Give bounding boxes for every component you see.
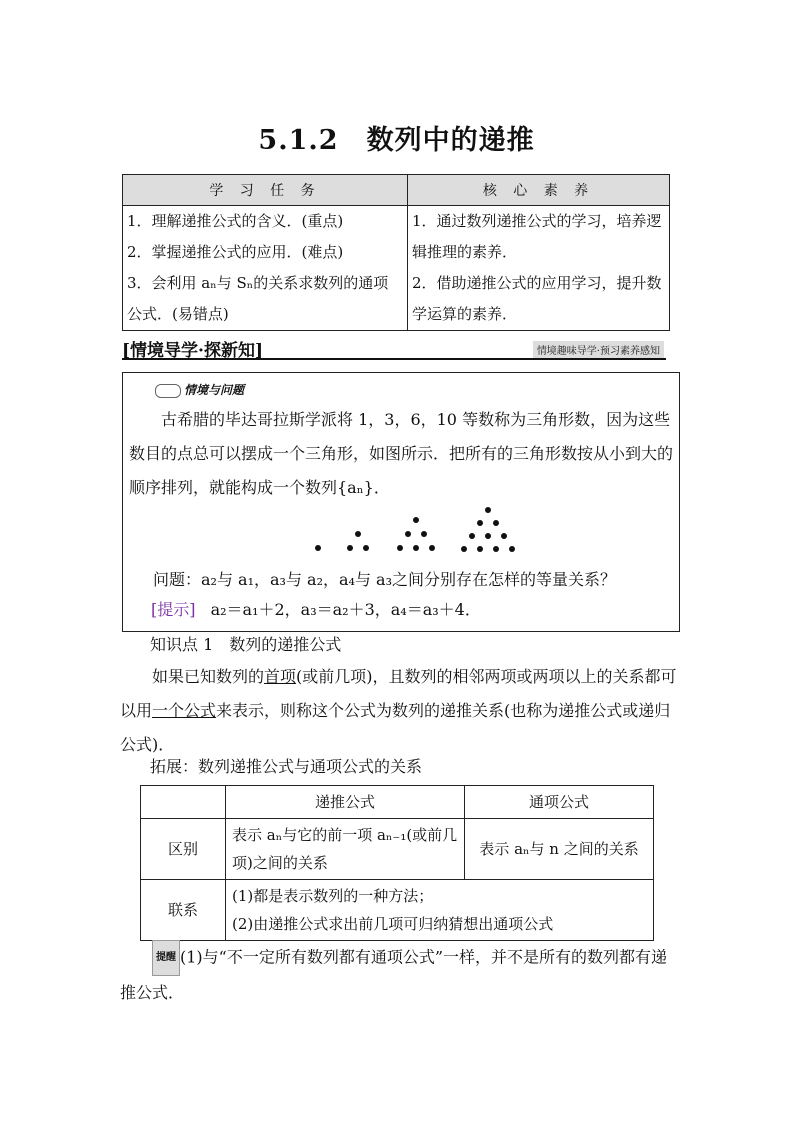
hint-label: [提示] xyxy=(151,600,196,619)
scenario-header xyxy=(155,381,244,398)
dot xyxy=(413,517,419,523)
dot xyxy=(413,545,419,551)
compare-difference-recursive: 表示 aₙ与它的前一项 aₙ₋₁(或前几项)之间的关系 xyxy=(226,819,465,880)
extension-title: 拓展：数列递推公式与通项公式的关系 xyxy=(150,757,423,776)
hint-text: a₂＝a₁＋2，a₃＝a₂＋3，a₄＝a₃＋4． xyxy=(210,600,481,619)
dot xyxy=(477,546,483,552)
scenario-question: 问题：a₂与 a₁，a₃与 a₂，a₄与 a₃之间分别存在怎样的等量关系？ xyxy=(153,570,616,589)
dot xyxy=(501,533,507,539)
dot xyxy=(485,533,491,539)
dot xyxy=(485,507,491,513)
underline-first-term: 首项 xyxy=(264,667,297,686)
task-item: 3．会利用 aₙ与 Sₙ的关系求数列的通项公式．(易错点) xyxy=(127,274,389,323)
knowledge-paragraph: 如果已知数列的首项(或前几项)，且数列的相邻两项或两项以上的关系都可以用一个公式来表示，则称这个公式为数列的递推关系(也称为递推公式或递归公式)． xyxy=(120,667,677,754)
compare-row-difference: 区别 xyxy=(141,819,226,880)
dot xyxy=(315,545,321,551)
scenario-icon xyxy=(155,384,181,398)
scenario-box xyxy=(122,372,680,632)
section-label: [情境导学·探新知] xyxy=(122,341,264,361)
connection-line: (2)由递推公式求出前几项可归纳猜想出通项公式 xyxy=(232,915,554,933)
reminder-text: (1)与“不一定所有数列都有通项公式”一样，并不是所有的数列都有递推公式． xyxy=(120,947,668,1002)
dot xyxy=(363,545,369,551)
goals-header-literacy: 核 心 素 养 xyxy=(408,175,670,206)
connection-line: (1)都是表示数列的一种方法； xyxy=(232,887,434,905)
comparison-table xyxy=(140,785,654,941)
dot xyxy=(355,531,361,537)
compare-row-connection: 联系 xyxy=(141,880,226,941)
compare-difference-general: 表示 aₙ与 n 之间的关系 xyxy=(465,819,654,880)
dot xyxy=(461,546,467,552)
dot xyxy=(469,533,475,539)
dot xyxy=(477,520,483,526)
dot xyxy=(347,545,353,551)
reminder-tag: 提醒 xyxy=(152,940,180,976)
underline-one-formula: 一个公式 xyxy=(152,701,217,720)
learning-goals-table xyxy=(122,174,670,331)
section-header xyxy=(122,336,666,360)
dot xyxy=(509,546,515,552)
goals-literacy-cell xyxy=(408,206,670,331)
dot xyxy=(397,545,403,551)
dot xyxy=(421,531,427,537)
goals-tasks-cell xyxy=(123,206,408,331)
compare-col-recursive: 递推公式 xyxy=(226,786,465,819)
task-item: 1．理解递推公式的含义．(重点) xyxy=(127,212,344,230)
knowledge-title: 知识点 1 数列的递推公式 xyxy=(150,635,342,654)
page-title: 5.1.2 数列中的递推 xyxy=(258,125,535,156)
goals-header-tasks: 学 习 任 务 xyxy=(123,175,408,206)
dot xyxy=(493,520,499,526)
scenario-hint xyxy=(151,593,671,627)
compare-connection-cell xyxy=(226,880,654,941)
section-tag: 情境趣味导学·预习素养感知 xyxy=(533,341,664,358)
dot xyxy=(429,545,435,551)
compare-corner xyxy=(141,786,226,819)
scenario-header-label: 情境与问题 xyxy=(184,383,245,397)
compare-col-general: 通项公式 xyxy=(465,786,654,819)
dot xyxy=(405,531,411,537)
reminder-paragraph xyxy=(120,940,680,1010)
task-item: 2．掌握递推公式的应用．(难点) xyxy=(127,243,344,261)
dot xyxy=(493,546,499,552)
literacy-item: 2．借助递推公式的应用学习，提升数学运算的素养． xyxy=(412,274,662,323)
literacy-item: 1．通过数列递推公式的学习，培养逻辑推理的素养． xyxy=(412,212,662,261)
scenario-text: 古希腊的毕达哥拉斯学派将 1，3，6，10 等数称为三角形数，因为这些数目的点总可以摆成一个三角形，如图所示．把所有的三角形数按从小到大的顺序排列，就能构成一个数列{aₙ}． xyxy=(129,410,674,497)
